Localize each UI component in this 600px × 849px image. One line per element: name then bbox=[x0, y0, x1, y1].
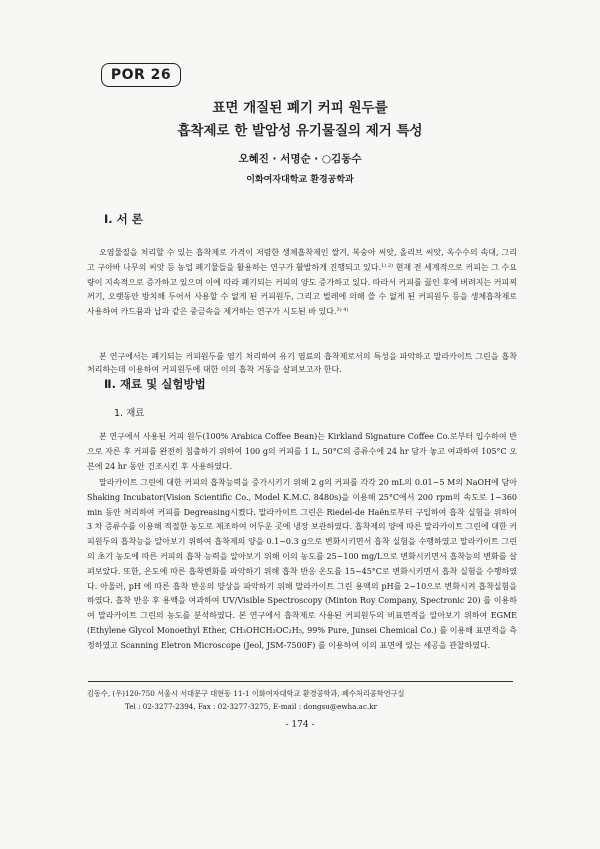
footnote-contact: Tel : 02-3277-2394, Fax : 02-3277-3275, E-mail : dongsu@ewha.ac.kr bbox=[125, 702, 378, 711]
footnote-address: 김동수, (우)120-750 서울시 서대문구 대현동 11-1 이화여자대학교 환경공학과, 폐수처리공학연구실 bbox=[87, 689, 405, 698]
materials-paragraph-2: 말라카이트 그린에 대한 커피의 흡착능력을 증가시키기 위해 2 g의 커피를 각각 20 mL의 0.01~5 M의 NaOH에 담아 Shaking Incubator(Vision Scientific Co., Model K.M.C. 8480s)을 이용해 25°C에서 200 rpm의 속도로 1~360 min 동안 처리하여 커피를 Degreasing시켰다. 말라카이트 그린은 Riedel-de Haën로부터 구입하여 흡착 실험을 위하여 3 차 증류수를 이용해 적절한 농도로 제조하여 어두운 곳에 냉장 보관하였다. 흡착제의 양에 따른 말라카이트 그린에 대한 커피원두의 흡착능을 알아보기 위하여 흡착제의 양을 0.1~0.3 g으로 변화시키면서 흡착 실험을 수행하였고 말라카이트 그린의 초기 농도에 따른 커피의 흡착 능력을 알아보기 위해 이의 농도를 25~100 mg/L으로 변화시키면서 흡착능의 변화를 살펴보았다. 또한, 온도에 따른 흡착변화를 파악하기 위해 흡착 반응 온도를 15~45°C로 변화시키면서 흡착 실험을 수행하였다. 아울러, pH 에 따른 흡착 반응의 양상을 파악하기 위해 말라카이트 그린 용액의 pH를 2~10으로 변화시켜 흡착실험을 하였다. 흡착 반응 후 용액을 여과하여 UV/Visible Spectroscopy (Minton Roy Company, Spectronic 20) 를 이용하여 말라카이트 그린의 농도를 분석하였다. 본 연구에서 흡착제로 사용된 커피원두의 비표면적을 알아보기 위하여 EGME (Ethylene Glycol Monoethyl Ether, CH₃OHCH₂OC₂H₅, 99% Pure, Junsei Chemical Co.) 를 이용해 표면적을 측정하였고 Scanning Eletron Microscope (Jeol, JSM-7500F) 를 이용하여 이의 표면에 있는 세공을 관찰하였다. bbox=[87, 478, 517, 650]
title-line-1: 표면 개질된 폐기 커피 원두를 bbox=[212, 100, 388, 116]
session-badge: POR 26 bbox=[101, 63, 181, 87]
author-list: 오혜진 · 서명순 · ○김동수 bbox=[238, 153, 362, 165]
materials-paragraph-1: 본 연구에서 사용된 커피 원두(100% Arabica Coffee Bean)는 Kirkland Signature Coffee Co.로부터 입수하여 반으로 자른 후 커피를 완전히 침출하기 위하여 100 g의 커피를 1 L, 50°C의 증류수에 24 hr 담가 놓고 여과하여 105°C 오븐에 24 hr 동안 건조시킨 후 사용하였다. bbox=[87, 432, 517, 471]
intro-paragraph-1 bbox=[87, 246, 517, 320]
reference-mark: 1) 2) bbox=[381, 262, 394, 269]
intro-paragraph-2: 본 연구에서는 폐기되는 커피원두를 염기 처리하여 유기 염료의 흡착제로서의 특성을 파악하고 말라카이트 그린을 흡착 처리하는데 이용하여 커피원두에 대한 이의 흡착 거동을 살펴보고자 한다. bbox=[87, 352, 517, 374]
footnote-divider bbox=[88, 681, 513, 682]
affiliation: 이화여자대학교 환경공학과 bbox=[246, 175, 354, 185]
intro-text-a: 오염물질을 처리할 수 있는 흡착제로 가격이 저렴한 생체흡착제인 쌀겨, 복숭아 씨앗, 올리브 씨앗, 옥수수의 속대, 그리고 구아바 나무의 씨앗 등 농업 폐기물들을 활용하는 연구가 활발하게 진행되고 있다. bbox=[87, 248, 517, 272]
intro-text-b: 현재 전 세계적으로 커피는 그 수요량이 지속적으로 증가하고 있으며 이에 따라 폐기되는 커피의 양도 증가하고 있다. 따라서 커피를 끓인 후에 버려지는 커피찌꺼기, 오랫동안 방치해 두어서 사용할 수 없게 된 커피원두, 그리고 벌레에 의해 쓸 수 없게 된 커피원두 등을 생체흡착제로 사용하여 카드뮴과 납과 같은 중금속을 제거하는 연구가 시도된 바 있다. bbox=[87, 262, 518, 317]
section-heading-methods: Ⅱ. 재료 및 실험방법 bbox=[104, 377, 206, 391]
subsection-heading-materials: 1. 재료 bbox=[114, 408, 145, 419]
reference-mark: 3) 4) bbox=[336, 307, 349, 314]
section-heading-introduction: Ⅰ. 서 론 bbox=[104, 212, 143, 226]
title-line-2: 흡착제로 한 발암성 유기물질의 제거 특성 bbox=[177, 123, 423, 139]
page-number: - 174 - bbox=[285, 720, 315, 730]
